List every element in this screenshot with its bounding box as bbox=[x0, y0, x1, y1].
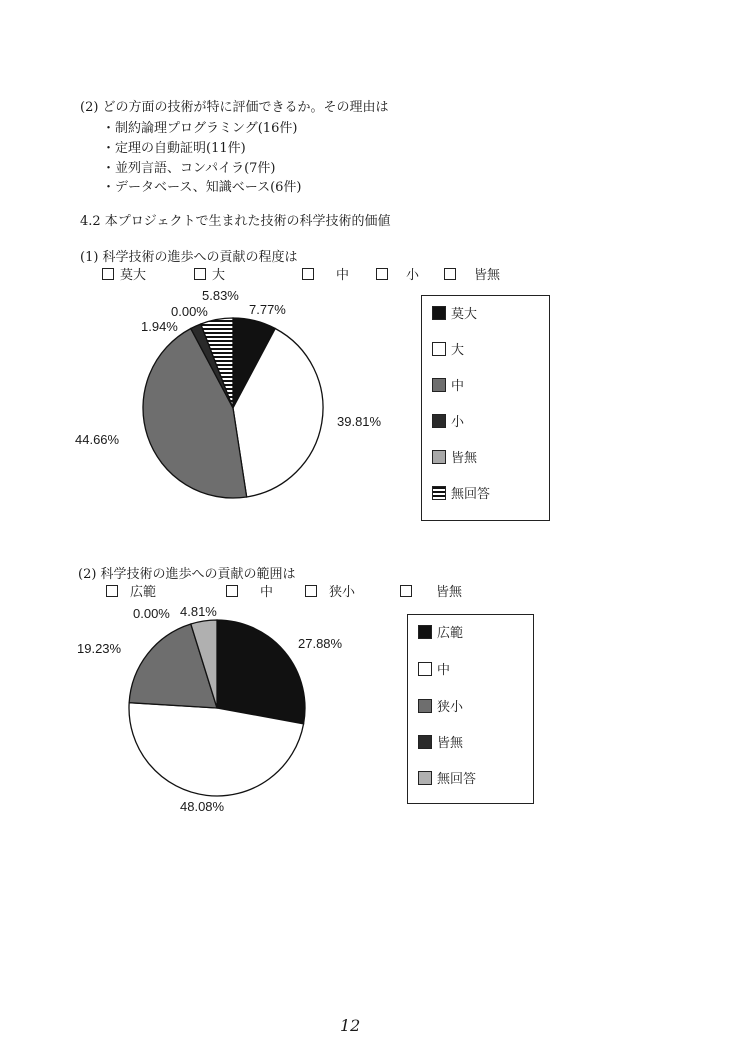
data-label: 7.77% bbox=[249, 302, 286, 317]
legend-swatch bbox=[418, 735, 432, 749]
legend-item: 中 bbox=[418, 662, 450, 678]
data-label: 27.88% bbox=[298, 636, 343, 651]
legend-item: 莫大 bbox=[432, 306, 477, 322]
data-label: 4.81% bbox=[180, 604, 217, 619]
data-label: 0.00% bbox=[171, 304, 208, 319]
list-item: ・並列言語、コンパイラ(7件) bbox=[102, 161, 276, 176]
legend-swatch bbox=[418, 771, 432, 785]
data-label: 44.66% bbox=[75, 432, 120, 447]
option-label: 小 bbox=[406, 268, 420, 283]
list-item: ・データベース、知識ベース(6件) bbox=[102, 180, 302, 195]
option-label: 大 bbox=[212, 268, 226, 283]
option-label: 皆無 bbox=[474, 268, 501, 283]
option-label: 皆無 bbox=[436, 585, 463, 600]
section-heading: (2) どの方面の技術が特に評価できるか。その理由は bbox=[80, 100, 389, 115]
pie-slice-1 bbox=[217, 620, 305, 724]
legend-item: 狭小 bbox=[418, 699, 463, 715]
option-label: 狭小 bbox=[329, 585, 356, 600]
option-label: 莫大 bbox=[120, 268, 147, 283]
question-heading: (2) 科学技術の進歩への貢献の範囲は bbox=[78, 567, 296, 582]
option-label: 中 bbox=[336, 268, 350, 283]
chart-legend bbox=[407, 614, 534, 804]
data-label: 19.23% bbox=[77, 641, 122, 656]
legend-item: 皆無 bbox=[432, 450, 477, 466]
legend-swatch bbox=[418, 662, 432, 676]
legend-item: 皆無 bbox=[418, 735, 463, 751]
legend-item: 中 bbox=[432, 378, 464, 394]
data-label: 39.81% bbox=[337, 414, 382, 429]
legend-item: 無回答 bbox=[432, 486, 490, 502]
data-label: 0.00% bbox=[133, 606, 170, 621]
legend-item: 大 bbox=[432, 342, 464, 358]
page-number: 12 bbox=[340, 1016, 361, 1035]
legend-swatch bbox=[418, 699, 432, 713]
list-item: ・定理の自動証明(11件) bbox=[102, 141, 246, 156]
question-heading: (1) 科学技術の進歩への貢献の程度は bbox=[80, 250, 298, 265]
legend-item: 広範 bbox=[418, 625, 463, 641]
data-label: 5.83% bbox=[202, 288, 239, 303]
legend-item: 無回答 bbox=[418, 771, 476, 787]
data-label: 48.08% bbox=[180, 799, 225, 814]
legend-swatch bbox=[418, 625, 432, 639]
section-title: 4.2 本プロジェクトで生まれた技術の科学技術的価値 bbox=[80, 214, 391, 229]
option-label: 中 bbox=[260, 585, 274, 600]
legend-item: 小 bbox=[432, 414, 464, 430]
option-label: 広範 bbox=[130, 585, 157, 600]
list-item: ・制約論理プログラミング(16件) bbox=[102, 121, 298, 136]
data-label: 1.94% bbox=[141, 319, 178, 334]
